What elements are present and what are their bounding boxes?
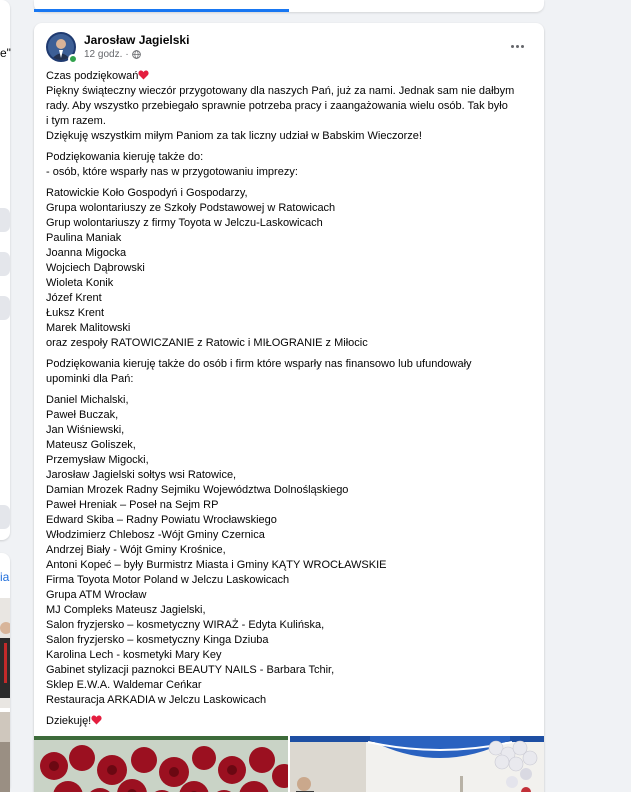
post-text-line-content: Antoni Kopeć – były Burmistrz Miasta i Gminy KĄTY WROCŁAWSKIE <box>46 559 387 571</box>
post-text-line <box>46 246 534 261</box>
post-text-line-content: - osób, które wsparły nas w przygotowaniu imprezy: <box>46 166 298 178</box>
photo-roses[interactable] <box>34 736 288 792</box>
left-link-fragment[interactable]: ia <box>0 570 10 584</box>
post-text-line-content: Grupa ATM Wrocław <box>46 589 147 601</box>
post-text-line-content: Karolina Lech - kosmetyki Mary Key <box>46 649 222 661</box>
online-status-icon <box>68 54 78 64</box>
post-paragraph <box>46 186 534 351</box>
post-text-line-content: Grupa wolontariuszy ze Szkoły Podstawowej w Ratowicach <box>46 202 336 214</box>
post-text-line <box>46 648 534 663</box>
post-text-line <box>46 513 534 528</box>
post-text-line-content: Dziekuję! <box>46 715 92 727</box>
post-text-line <box>46 150 534 165</box>
globe-icon <box>132 50 141 59</box>
active-tab-indicator <box>34 9 289 12</box>
author-name[interactable]: Jarosław Jagielski <box>84 33 190 47</box>
post-text <box>46 69 534 735</box>
post-text-line-content: oraz zespoły RATOWICZANIE z Ratowic i MIŁOGRANIE z Miłocic <box>46 337 368 349</box>
post-text-line-content: upominki dla Pań: <box>46 373 134 385</box>
left-quote-fragment: e" <box>0 46 11 60</box>
post-text-line <box>46 663 534 678</box>
post-text-line-content: Sklep E.W.A. Waldemar Ceńkar <box>46 679 202 691</box>
post-text-line <box>46 438 534 453</box>
post-text-line-content: Jarosław Jagielski sołtys wsi Ratowice, <box>46 469 237 481</box>
post-text-line-content: Edward Skiba – Radny Powiatu Wrocławskiego <box>46 514 277 526</box>
post-text-line <box>46 261 534 276</box>
post-paragraph <box>46 393 534 708</box>
post-text-line <box>46 306 534 321</box>
post-text-line <box>46 618 534 633</box>
left-thumbnail[interactable] <box>0 712 10 792</box>
post-text-line-content: Marek Malitowski <box>46 322 131 334</box>
post-meta <box>84 49 141 60</box>
post-text-line-content: Paweł Buczak, <box>46 409 119 421</box>
heart-icon <box>138 70 149 80</box>
post-text-line <box>46 336 534 351</box>
post-text-line <box>46 165 534 180</box>
post-text-line-content: Wojciech Dąbrowski <box>46 262 145 274</box>
post-text-line <box>46 468 534 483</box>
post-text-line <box>46 573 534 588</box>
post-text-line <box>46 558 534 573</box>
post-text-line <box>46 714 534 729</box>
post-text-line-content: Dziękuję wszystkim miłym Paniom za tak liczny udział w Babskim Wieczorze! <box>46 130 422 142</box>
post-photos <box>34 736 544 792</box>
post-text-line-content: Damian Mrozek Radny Sejmiku Województwa Dolnośląskiego <box>46 484 349 496</box>
post-text-line <box>46 393 534 408</box>
post-text-line-content: MJ Compleks Mateusz Jagielski, <box>46 604 206 616</box>
post-text-line-content: Paweł Hreniak – Poseł na Sejm RP <box>46 499 219 511</box>
post-text-line-content: Salon fryzjersko – kosmetyczny Kinga Dziuba <box>46 634 269 646</box>
post-text-line <box>46 483 534 498</box>
post-text-line <box>46 201 534 216</box>
post-paragraph <box>46 357 534 387</box>
post-text-line <box>46 291 534 306</box>
post-paragraph <box>46 714 534 729</box>
post-text-line <box>46 633 534 648</box>
post-text-line <box>46 588 534 603</box>
post-header <box>46 32 532 66</box>
post-text-line <box>46 498 534 513</box>
post-text-line <box>46 423 534 438</box>
post-text-line-content: Łuksz Krent <box>46 307 105 319</box>
post-text-line <box>46 216 534 231</box>
post-text-line <box>46 114 534 129</box>
post-text-line <box>46 276 534 291</box>
post-text-line <box>46 357 534 372</box>
post-text-line <box>46 231 534 246</box>
post-text-line-content: Salon fryzjersko – kosmetyczny WIRAŻ - Edyta Kulińska, <box>46 619 325 631</box>
post-text-line <box>46 372 534 387</box>
post-text-line <box>46 528 534 543</box>
left-button[interactable] <box>0 505 10 529</box>
left-button[interactable] <box>0 252 10 276</box>
top-tab-strip <box>34 0 544 12</box>
post-text-line-content: Andrzej Biały - Wójt Gminy Krośnice, <box>46 544 226 556</box>
post-text-line-content: Podziękowania kieruję także do: <box>46 151 204 163</box>
post-text-line-content: Ratowickie Koło Gospodyń i Gospodarzy, <box>46 187 248 199</box>
post-paragraph <box>46 69 534 144</box>
post-text-line <box>46 678 534 693</box>
left-button[interactable] <box>0 296 10 320</box>
post-text-line-content: Gabinet stylizacji paznokci BEAUTY NAILS - Barbara Tchir, <box>46 664 335 676</box>
post-text-line-content: Józef Krent <box>46 292 102 304</box>
post-text-line-content: Joanna Migocka <box>46 247 127 259</box>
post-timestamp[interactable]: 12 godz. <box>84 49 123 60</box>
heart-icon <box>91 715 102 725</box>
post-text-line <box>46 453 534 468</box>
post-text-line <box>46 99 534 114</box>
post-text-line-content: Piękny świąteczny wieczór przygotowany dla naszych Pań, już za nami. Jednak sam nie dałbym <box>46 85 515 97</box>
post-text-line-content: Restauracja ARKADIA w Jelczu Laskowicach <box>46 694 267 706</box>
post-card <box>34 23 544 792</box>
left-button[interactable] <box>0 208 10 232</box>
post-text-line <box>46 129 534 144</box>
separator-dot: · <box>125 49 129 60</box>
left-thumbnail[interactable] <box>0 598 10 708</box>
post-text-line-content: Daniel Michalski, <box>46 394 129 406</box>
left-column <box>0 0 22 792</box>
post-text-line-content: Firma Toyota Motor Poland w Jelczu Laskowicach <box>46 574 290 586</box>
post-text-line-content: Paulina Maniak <box>46 232 122 244</box>
post-text-line-content: Jan Wiśniewski, <box>46 424 125 436</box>
post-text-line-content: Czas podziękowań <box>46 70 139 82</box>
post-text-line-content: Grup wolontariuszy z firmy Toyota w Jelczu-Laskowicach <box>46 217 323 229</box>
post-text-line-content: i tym razem. <box>46 115 106 127</box>
post-text-line <box>46 543 534 558</box>
post-text-line <box>46 321 534 336</box>
post-text-line-content: Przemysław Migocki, <box>46 454 149 466</box>
post-text-line <box>46 69 534 84</box>
post-text-line <box>46 603 534 618</box>
post-text-line <box>46 693 534 708</box>
post-text-line <box>46 84 534 99</box>
post-text-line-content: Włodzimierz Chlebosz -Wójt Gminy Czernica <box>46 529 265 541</box>
post-paragraph <box>46 150 534 180</box>
post-text-line <box>46 408 534 423</box>
post-text-line-content: rady. Aby wszystko przebiegało sprawnie potrzeba pracy i zaangażowania wielu osób. Tak było <box>46 100 508 112</box>
post-text-line-content: Wioleta Konik <box>46 277 114 289</box>
post-text-line-content: Mateusz Goliszek, <box>46 439 136 451</box>
photo-event-hall[interactable] <box>290 736 544 792</box>
post-text-line <box>46 186 534 201</box>
more-options-icon[interactable] <box>506 36 528 56</box>
post-text-line-content: Podziękowania kieruję także do osób i firm które wsparły nas finansowo lub ufundowały <box>46 358 472 370</box>
